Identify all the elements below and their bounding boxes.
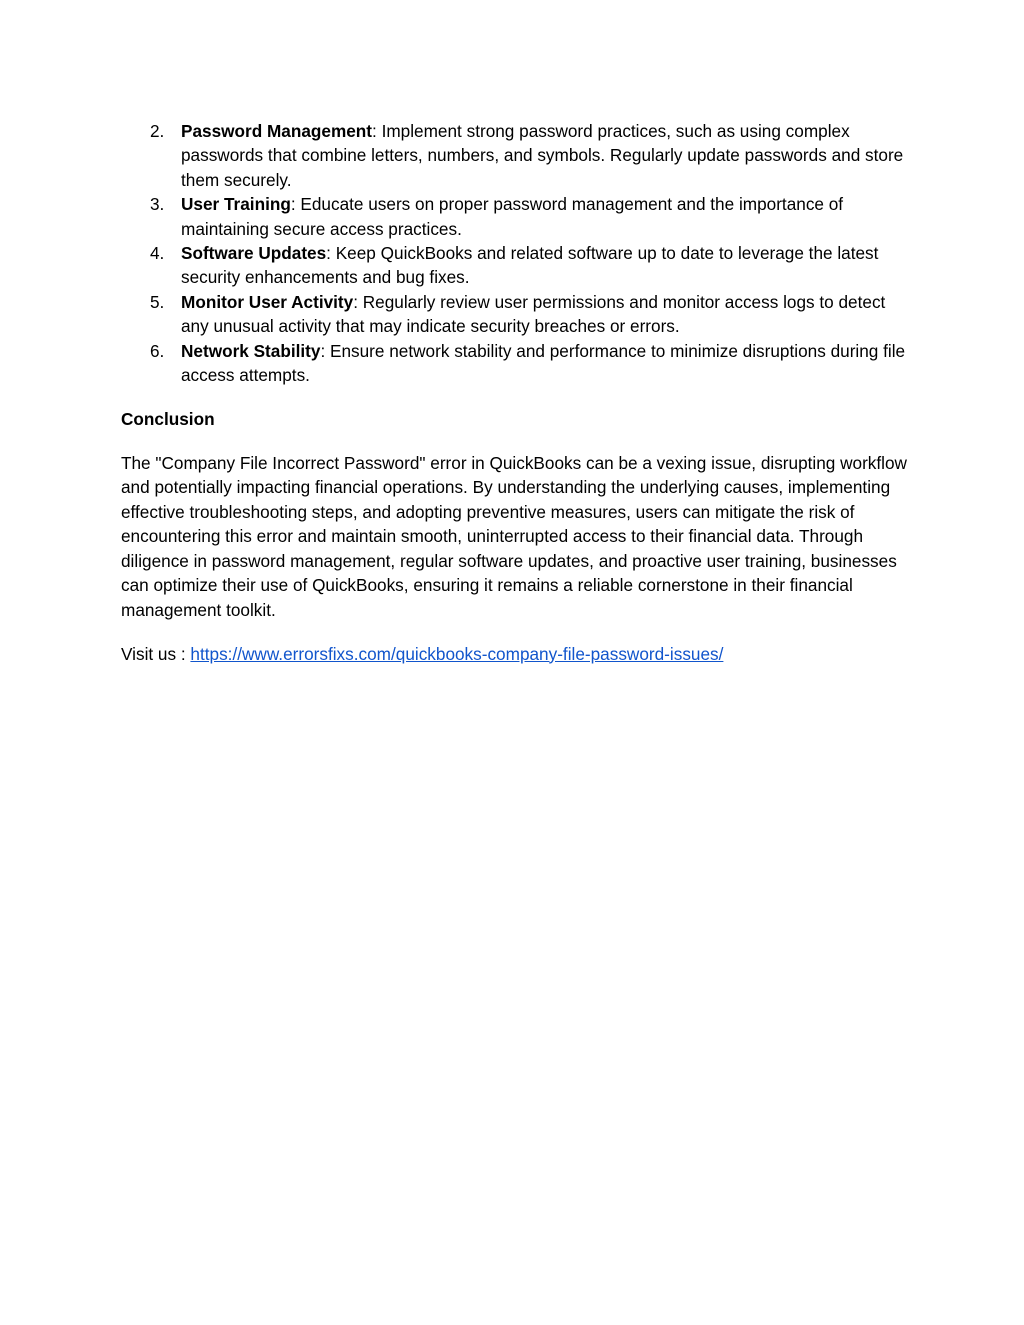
list-term: Software Updates (181, 243, 327, 264)
list-term: User Training (181, 194, 291, 215)
list-text: : Educate users on proper password management and the importance of maintaining secure access practices. (181, 194, 844, 239)
list-number: 4. (150, 243, 165, 264)
list-item (121, 192, 911, 241)
list-item (121, 339, 911, 388)
document-body (121, 119, 911, 666)
list-text: : Keep QuickBooks and related software up to date to leverage the latest security enhancements and bug fixes. (181, 243, 879, 288)
list-item (121, 119, 911, 192)
list-text: : Regularly review user permissions and monitor access logs to detect any unusual activity that may indicate security breaches or errors. (181, 291, 886, 337)
prevention-list (121, 119, 911, 387)
list-term: Network Stability (181, 340, 321, 361)
list-number: 6. (150, 340, 165, 361)
list-number: 5. (150, 291, 165, 312)
conclusion-heading: Conclusion (121, 409, 215, 430)
conclusion-paragraph: The "Company File Incorrect Password" error in QuickBooks can be a vexing issue, disrupting workflow and potentially impacting financial operations. By understanding the underlying causes, implementing effective troubleshooting steps, and adopting preventive measures, users can mitigate the risk of encountering this error and maintain smooth, uninterrupted access to their financial data. Through diligence in password management, regular software updates, and proactive user training, businesses can optimize their use of QuickBooks, ensuring it remains a reliable cornerstone in their financial management toolkit. (121, 453, 907, 620)
visit-line (121, 642, 911, 666)
list-number: 2. (150, 121, 165, 141)
list-text: : Implement strong password practices, such as using complex passwords that combine letters, numbers, and symbols. Regularly update passwords and store them securely. (181, 121, 904, 190)
list-item (121, 290, 911, 339)
list-item (121, 241, 911, 290)
list-number: 3. (150, 194, 165, 215)
website-link[interactable]: https://www.errorsfixs.com/quickbooks-company-file-password-issues/ (190, 643, 724, 664)
list-term: Password Management (181, 121, 373, 141)
list-text: : Ensure network stability and performance to minimize disruptions during file access attempts. (181, 340, 906, 386)
visit-label: Visit us : (121, 643, 191, 664)
list-term: Monitor User Activity (181, 291, 354, 312)
